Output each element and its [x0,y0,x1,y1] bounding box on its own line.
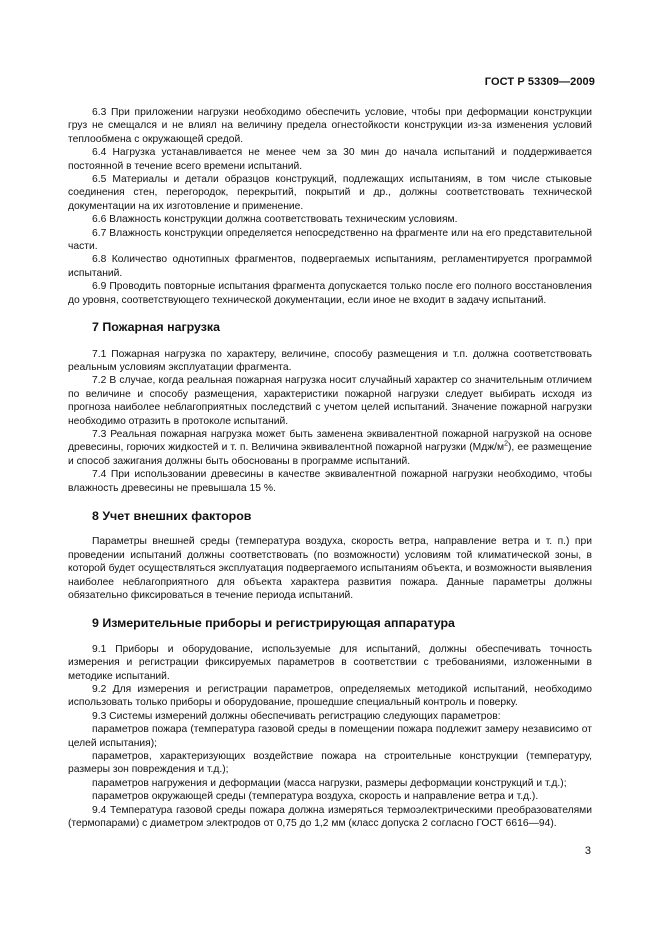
list-item: параметров, характеризующих воздействие пожара на строительные конструкции (температуру, размеры зон повреждения и т.д.); [68,751,592,776]
paragraph-7-3 [68,428,592,468]
list-item: параметров нагружения и деформации (масса нагрузки, размеры деформации конструкций и т.д.); [92,777,567,789]
section-7-heading: 7 Пожарная нагрузка [92,320,221,335]
paragraph-8: Параметры внешней среды (температура воздуха, скорость ветра, направление ветра и т. п.) при проведении испытаний должны соответствовать (по возможности) условиям той климатической зоны, в которой будет осуществляться эксплуатация подвергаемого испытаниям объекта, и возможности выявления наиболее неблагоприятного для объекта характера развития пожара. Данные параметры должны обязательно фиксироваться в течение периода испытаний. [68,536,592,601]
paragraph-9-3: 9.3 Системы измерений должны обеспечивать регистрацию следующих параметров: [92,710,501,722]
paragraph-9-4: 9.4 Температура газовой среды пожара должна измеряться термоэлектрическими преобразователями (термопарами) с диаметром электродов от 0,75 до 1,2 мм (класс допуска 2 согласно ГОСТ 6616—94). [68,804,592,830]
paragraph-7-3-text-a: 7.3 Реальная пожарная нагрузка может быть заменена эквивалентной пожарной нагрузкой на основе древесины, горючих жидкостей и т. п. Величина эквивалентной пожарной нагрузки (Мдж/м [68,428,592,454]
paragraph-7-4: 7.4 При использовании древесины в качестве эквивалентной пожарной нагрузки необходимо, чтобы влажность древесины не превышала 15 %. [68,469,592,494]
paragraph-6-6: 6.6 Влажность конструкции должна соответствовать техническим условиям. [92,214,458,226]
document-body [68,106,592,831]
paragraph-7-1: 7.1 Пожарная нагрузка по характеру, величине, способу размещения и т.п. должна соответствовать реальным условиям эксплуатации фрагмента. [68,348,592,373]
superscript-2: 2 [504,440,508,448]
paragraph-6-3: 6.3 При приложении нагрузки необходимо обеспечить условие, чтобы при деформации конструкции груз не смещался и не влиял на величину предела огнестойкости конструкции из-за изменения условий теплообмена с окружающей средой. [68,107,592,145]
paragraph-6-9: 6.9 Проводить повторные испытания фрагмента допускается только после его полного восстановления до уровня, соответствующего технической документации, если иное не входит в задачу испытаний. [68,281,592,306]
section-8-heading: 8 Учет внешних факторов [92,508,252,523]
section-9-heading: 9 Измерительные приборы и регистрирующая аппаратура [92,616,455,631]
paragraph-6-7: 6.7 Влажность конструкции определяется непосредственно на фрагменте или на его представительной части. [68,227,592,253]
list-item: параметров окружающей среды (температура воздуха, скорость и направление ветра и т.д.). [92,791,539,803]
paragraph-9-1: 9.1 Приборы и оборудование, используемые для испытаний, должны обеспечивать точность измерения и регистрации фиксируемых параметров в соответствии с требованиями, изложенными в методике испытаний. [68,643,592,682]
paragraph-6-4: 6.4 Нагрузка устанавливается не менее чем за 30 мин до начала испытаний и поддерживается постоянной в течение всего времени испытаний. [68,147,592,172]
standard-designation: ГОСТ Р 53309—2009 [484,76,595,88]
paragraph-7-3-text-b: ), ее размещение и способ зажигания должны быть обоснованы в программе испытаний. [68,442,593,467]
page-number: 3 [584,845,591,857]
paragraph-6-5: 6.5 Материалы и детали образцов конструкций, подлежащих испытаниям, в том числе стыковые соединения стен, перегородок, перекрытий, покрытий и др., должны соответствовать технической документации на их изготовление и применение. [68,174,592,212]
list-item: параметров пожара (температура газовой среды в помещении пожара подлежит замеру независимо от целей испытания); [68,724,592,749]
paragraph-7-2: 7.2 В случае, когда реальная пожарная нагрузка носит случайный характер со значительным отличием по величине и способу размещения, характеристики пожарной нагрузки следует выбирать исходя из прогноза наиболее неблагоприятных последствий с учетом целей испытаний. Значение пожарной нагрузки необходимо отразить в протоколе испытаний. [68,375,592,427]
paragraph-9-2: 9.2 Для измерения и регистрации параметров, определяемых методикой испытаний, необходимо использовать только приборы и оборудование, прошедшие специальный контроль и поверку. [68,684,592,709]
paragraph-6-8: 6.8 Количество однотипных фрагментов, подвергаемых испытаниям, регламентируется программой испытаний. [68,254,592,279]
